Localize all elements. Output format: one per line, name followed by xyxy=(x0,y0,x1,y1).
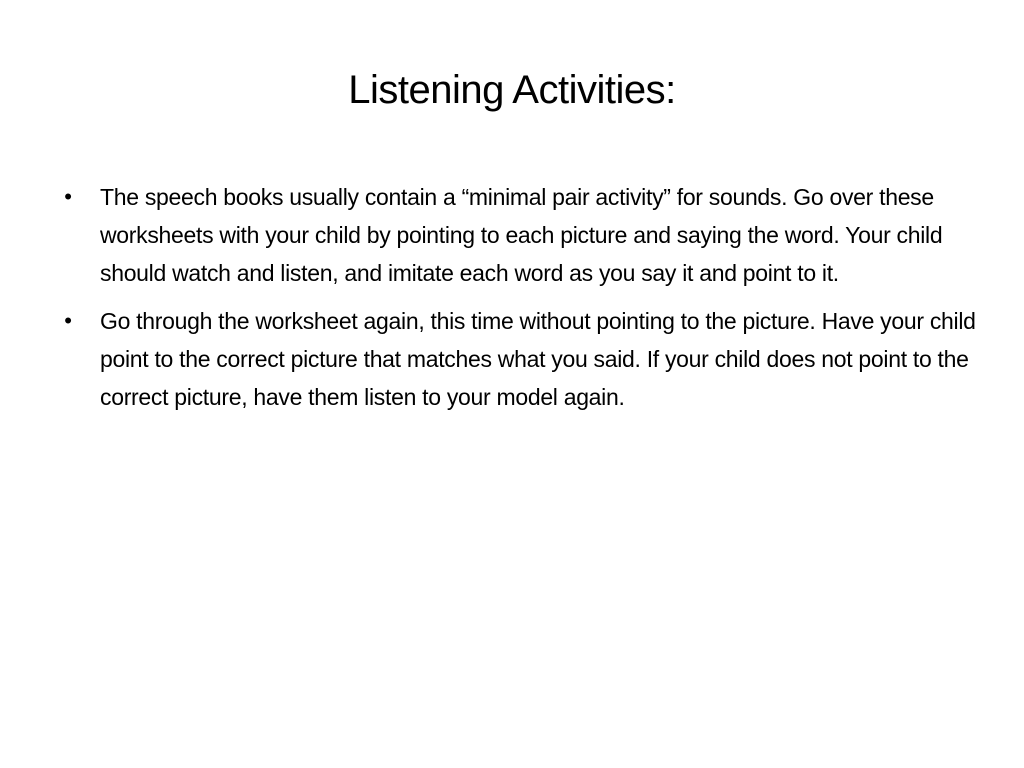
bullet-text: Go through the worksheet again, this time without pointing to the picture. Have your child point to the correct picture that matches what you said. If your child does not point to the correct picture, have them listen to your model again. xyxy=(100,308,976,410)
bullet-item-2 xyxy=(58,302,978,416)
bullet-icon: • xyxy=(64,184,72,209)
bullet-item-1 xyxy=(58,178,978,292)
bullet-list xyxy=(58,178,978,426)
slide-title: Listening Activities: xyxy=(348,68,676,112)
bullet-text: The speech books usually contain a “minimal pair activity” for sounds. Go over these worksheets with your child by pointing to each picture and saying the word. Your child should watch and listen, and imitate each word as you say it and point to it. xyxy=(100,184,943,286)
bullet-icon: • xyxy=(64,308,72,333)
